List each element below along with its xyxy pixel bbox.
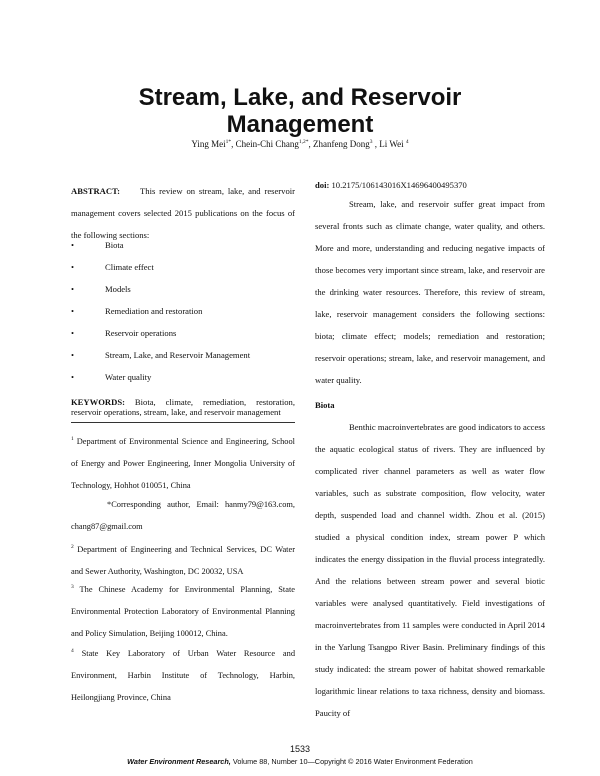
corresponding-author-note: [71, 494, 295, 538]
intro-paragraph: [315, 193, 545, 391]
bullet-icon: •: [71, 372, 75, 382]
footnote-text: Department of Environmental Science and Engineering, School of Energy and Power Engineering, Inner Mongolia University of Technology, Hohhot 010051, China: [71, 436, 296, 490]
list-item-label: Models: [105, 284, 131, 294]
keywords-label: KEYWORDS:: [71, 397, 125, 407]
list-item: [71, 278, 295, 300]
bullet-icon: •: [71, 240, 75, 250]
footnote-4: [71, 640, 295, 709]
list-item-label: Biota: [105, 240, 124, 250]
bullet-icon: •: [71, 328, 75, 338]
author-affiliation-mark: 4: [405, 139, 409, 145]
journal-details: Volume 88, Number 10—Copyright © 2016 Water Environment Federation: [232, 757, 473, 766]
footnote-text: The Chinese Academy for Environmental Planning, State Environmental Protection Laboratory of Environmental Planning and Policy Simulation, Beijing 100012, China.: [71, 584, 295, 638]
title-line-2: Management: [226, 111, 374, 138]
footnote-3: [71, 576, 295, 645]
list-item: [71, 366, 295, 388]
journal-name: Water Environment Research,: [127, 757, 231, 766]
list-item: [71, 300, 295, 322]
author-affiliation-mark: 1*: [225, 139, 232, 145]
list-item-label: Reservoir operations: [105, 328, 177, 338]
author-list: Ying Mei$^{1*}$, Chein-Chi Chang$^{1,2*}$, Zhanfeng Dong$^3$ , Li Wei $^4$: [191, 139, 409, 149]
page-number: 1533: [289, 744, 311, 754]
list-item-label: Remediation and restoration: [105, 306, 203, 316]
list-item: [71, 344, 295, 366]
footnote-mark: 4: [71, 648, 74, 654]
biota-text: Benthic macroinvertebrates are good indicators to access the aquatic ecological status of rivers. They are influenced by complicated river channel parameters as well as water flow variables, such as substrate composition, flow velocity, water depth, suspended load and channel width. Zhou et al. (2015) studied a physical condition index, stream power P which indicates the energy dissipation in the fluvial process integratedly. And the relations between stream power and several biotic variables were analysed quantitatively. Field investigations of macroinvertebrates from 11 samples were conducted in April 2014 in the Yarlung Tsangpo River Basin. Preliminary findings of this study indicated: the stream power of habitat showed remarkable logarithmic linear relations to taxa richness, density and biomass. Paucity of: [315, 422, 545, 718]
author-name: Zhanfeng Dong: [313, 139, 370, 149]
section-heading-biota: Biota: [315, 400, 335, 410]
journal-footer: [0, 757, 600, 766]
list-item: [71, 322, 295, 344]
abstract-section-list: [71, 234, 295, 388]
keywords-text: Biota, climate, remediation, restoration, reservoir operations, stream, lake, and reservoir management: [71, 397, 295, 417]
author-affiliation-mark: 3: [369, 139, 373, 145]
author-affiliation-mark: 1,2*: [298, 139, 309, 145]
footnote-text: State Key Laboratory of Urban Water Resource and Environment, Harbin Institute of Technology, Harbin, Heilongjiang Province, China: [71, 648, 296, 702]
keywords: [71, 397, 295, 417]
bullet-icon: •: [71, 262, 75, 272]
author-name: Ying Mei: [191, 139, 226, 149]
abstract-text: This review on stream, lake, and reservoir management covers selected 2015 publications on the focus of the following sections:: [71, 186, 295, 240]
footnote-divider: [71, 422, 295, 423]
title-line-1: Stream, Lake, and Reservoir: [138, 84, 462, 111]
list-item-label: Climate effect: [105, 262, 154, 272]
doi-value: 10.2175/106143016X14696400495370: [331, 180, 467, 190]
bullet-icon: •: [71, 306, 75, 316]
footnote-mark: 1: [71, 436, 74, 442]
doi-label: doi:: [315, 180, 330, 190]
list-item-label: Water quality: [105, 372, 152, 382]
footnote-mark: 3: [71, 584, 74, 590]
article-title: [60, 84, 540, 138]
abstract-label: ABSTRACT:: [71, 186, 121, 196]
intro-text: Stream, lake, and reservoir suffer great impact from several fronts such as climate change, water quality, and others. More and more, understanding and reducing negative impacts of those becomes very important since stream, lake, and reservoir are the drinking water resources. Therefore, this review of stream, lake, reservoir management considers the following sections: biota; climate effect; models; remediation and restoration; reservoir operations; stream, lake, and reservoir management, and water quality.: [315, 199, 545, 385]
list-item-label: Stream, Lake, and Reservoir Management: [105, 350, 251, 360]
list-item: [71, 256, 295, 278]
author-name: Chein-Chi Chang: [235, 139, 299, 149]
biota-paragraph: [315, 416, 545, 724]
bullet-icon: •: [71, 284, 75, 294]
corresponding-author-text: *Corresponding author, Email: hanmy79@163.com, chang87@gmail.com: [71, 500, 295, 531]
footnote-mark: 2: [71, 544, 74, 550]
footnote-1: [71, 428, 295, 497]
list-item: [71, 234, 295, 256]
footnote-text: Department of Engineering and Technical Services, DC Water and Sewer Authority, Washington, DC 20032, USA: [71, 544, 295, 576]
author-name: Li Wei: [379, 139, 404, 149]
doi-line: [315, 180, 545, 190]
bullet-icon: •: [71, 350, 75, 360]
